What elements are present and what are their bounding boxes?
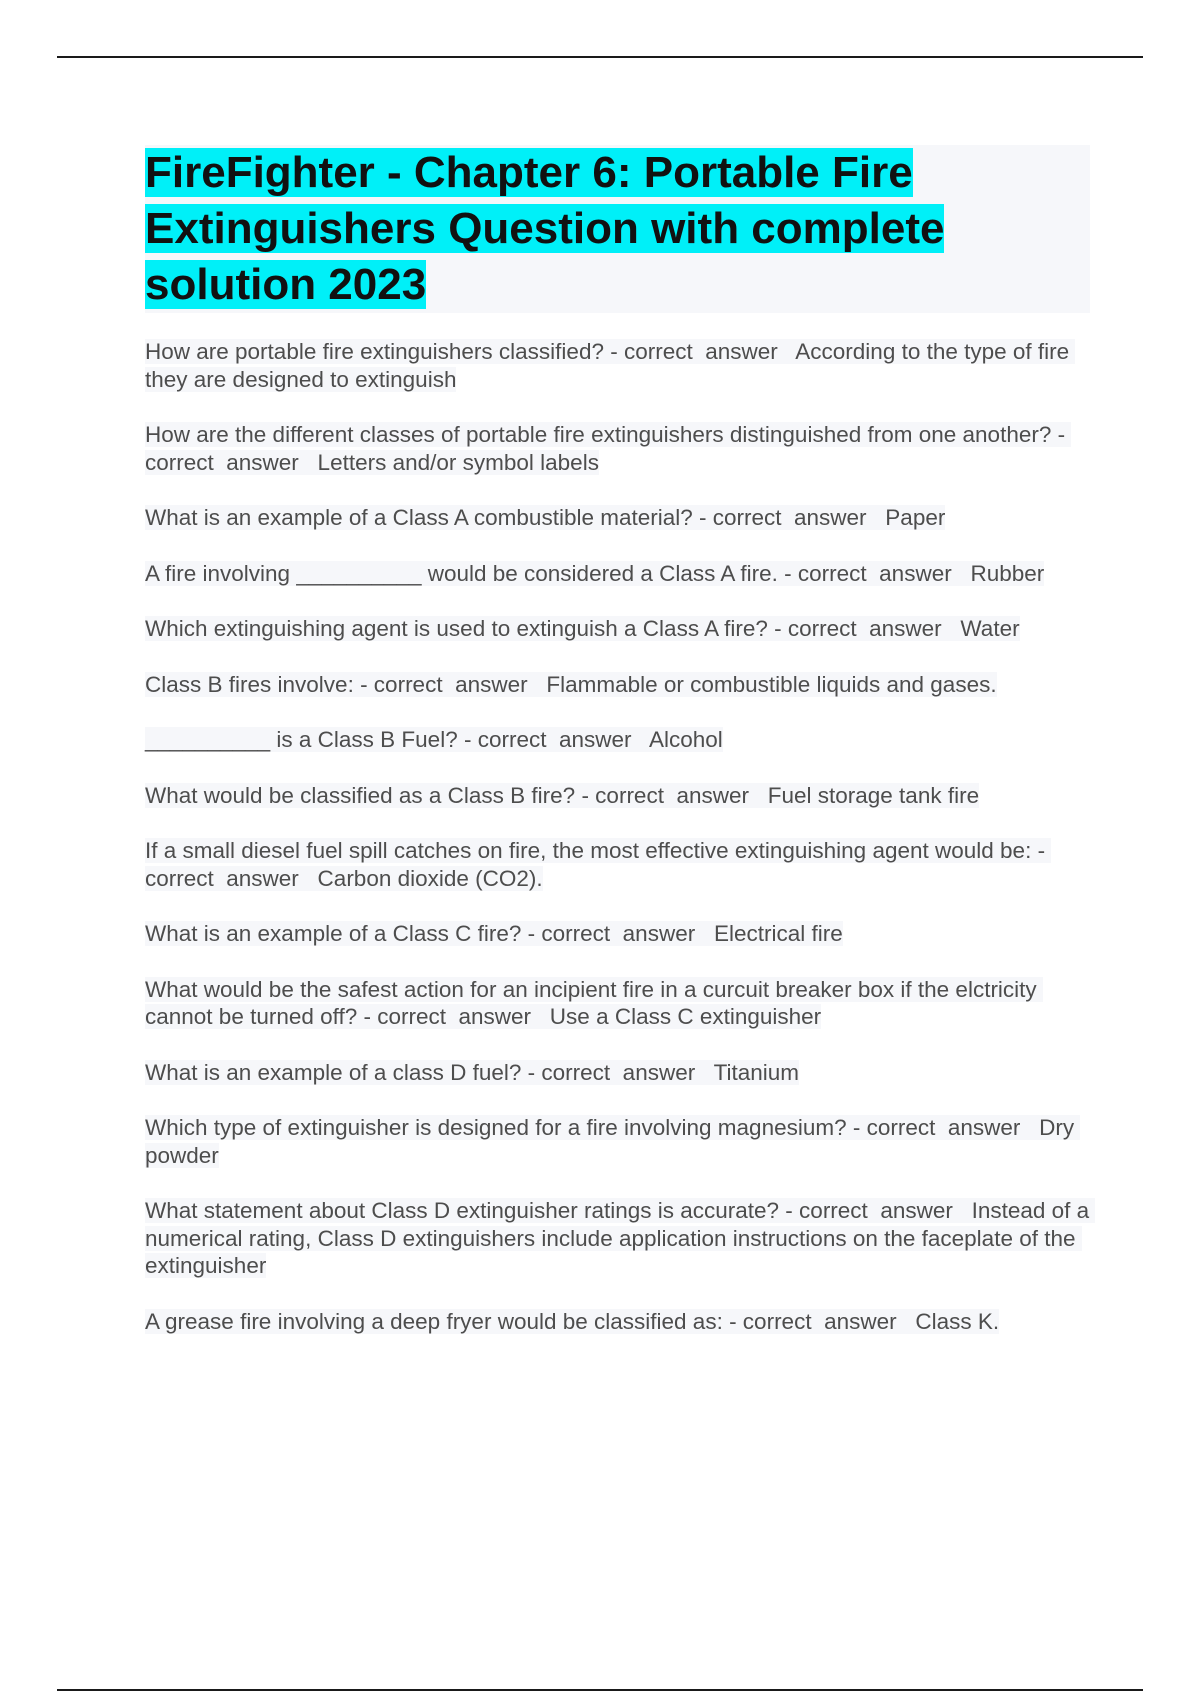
bottom-rule bbox=[57, 1689, 1143, 1691]
qa-item-text: What would be the safest action for an incipient fire in a curcuit breaker box if the elctricity cannot be turned off? - correct answer Use a Class C extinguisher bbox=[145, 976, 1043, 1029]
qa-item-text: Which type of extinguisher is designed for a fire involving magnesium? - correct answer Dry powder bbox=[145, 1115, 1081, 1168]
qa-item bbox=[145, 1059, 1095, 1087]
qa-item bbox=[145, 976, 1095, 1031]
qa-item bbox=[145, 560, 1095, 588]
qa-item bbox=[145, 421, 1095, 476]
qa-item-text: What is an example of a Class A combustible material? - correct answer Paper bbox=[145, 505, 946, 530]
qa-item-text: __________ is a Class B Fuel? - correct answer Alcohol bbox=[145, 727, 723, 752]
qa-item-text: What would be classified as a Class B fire? - correct answer Fuel storage tank fire bbox=[145, 782, 980, 808]
qa-item-text: What is an example of a class D fuel? - correct answer Titanium bbox=[145, 1059, 800, 1085]
qa-item bbox=[145, 920, 1095, 948]
qa-item bbox=[145, 615, 1095, 643]
qa-item-text: A fire involving __________ would be considered a Class A fire. - correct answer Rubber bbox=[145, 560, 1045, 586]
qa-item bbox=[145, 504, 1095, 532]
qa-item-text: Which extinguishing agent is used to extinguish a Class A fire? - correct answer Water bbox=[145, 616, 1020, 641]
qa-item-text: If a small diesel fuel spill catches on fire, the most effective extinguishing agent would be: - correct answer Carbon dioxide (CO2). bbox=[145, 838, 1052, 891]
qa-item-text: What statement about Class D extinguisher ratings is accurate? - correct answer Instead of a numerical rating, Class D extinguishers include application instructions on the faceplate of the extinguisher bbox=[145, 1198, 1096, 1278]
document-title bbox=[145, 145, 1090, 313]
top-rule bbox=[57, 56, 1143, 58]
qa-item-text: Class B fires involve: - correct answer Flammable or combustible liquids and gases. bbox=[145, 671, 997, 697]
qa-item bbox=[145, 1114, 1095, 1169]
document-title-text: FireFighter - Chapter 6: Portable Fire Extinguishers Question with complete solution 2023 bbox=[145, 148, 945, 309]
qa-item bbox=[145, 338, 1095, 393]
qa-item bbox=[145, 782, 1095, 810]
qa-item-text: A grease fire involving a deep fryer would be classified as: - correct answer Class K. bbox=[145, 1308, 1000, 1334]
qa-list bbox=[145, 338, 1095, 1363]
qa-item-text: What is an example of a Class C fire? - correct answer Electrical fire bbox=[145, 921, 843, 946]
qa-item bbox=[145, 1197, 1095, 1280]
qa-item bbox=[145, 726, 1095, 754]
title-block bbox=[145, 145, 1090, 313]
qa-item bbox=[145, 1308, 1095, 1336]
qa-item-text: How are the different classes of portable fire extinguishers distinguished from one another? - correct answer Letters and/or symbol labels bbox=[145, 422, 1072, 475]
qa-item-text: How are portable fire extinguishers classified? - correct answer According to the type of fire they are designed to extinguish bbox=[145, 339, 1076, 392]
qa-item bbox=[145, 837, 1095, 892]
qa-item bbox=[145, 671, 1095, 699]
